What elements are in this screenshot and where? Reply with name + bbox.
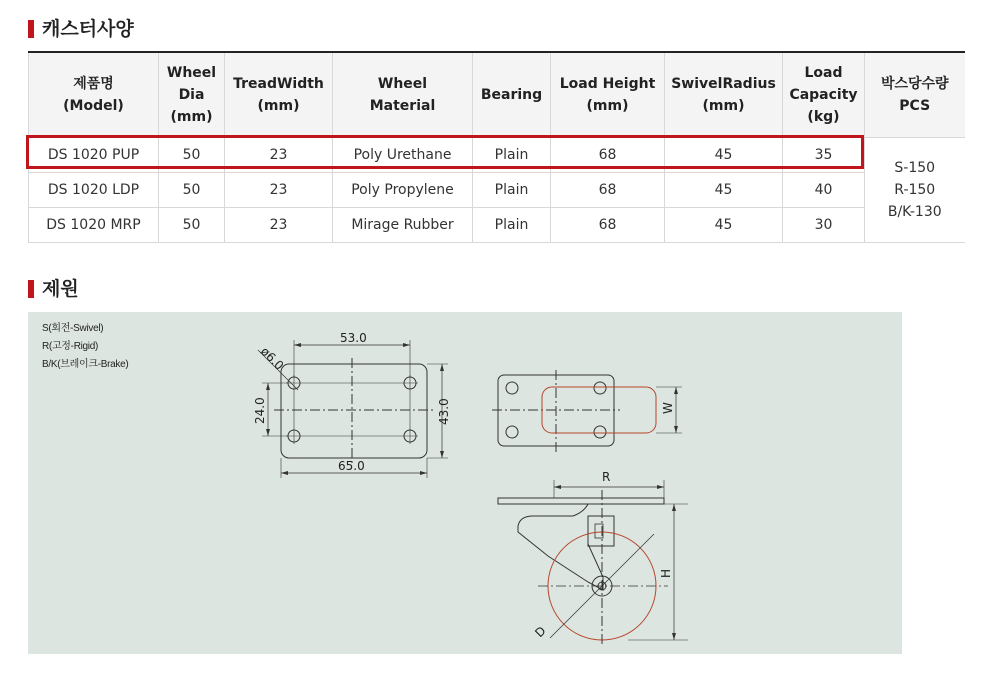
- cell-load-capacity: 35: [783, 138, 865, 173]
- cell-bearing: Plain: [473, 208, 551, 243]
- mount-hole: [594, 382, 606, 394]
- cell-load-capacity: 40: [783, 173, 865, 208]
- mount-hole: [594, 426, 606, 438]
- cell-load-height: 68: [551, 138, 665, 173]
- arrowhead: [266, 383, 270, 390]
- spec-section-title-text: 캐스터사양: [42, 18, 134, 40]
- arrowhead: [420, 471, 427, 475]
- dim-label-w: W: [661, 402, 675, 414]
- caster-swivel-block: [588, 516, 614, 546]
- dim-label-r: R: [602, 470, 611, 484]
- cell-pcs: S-150 R-150 B/K-130: [865, 138, 965, 243]
- caster-top-plate: [498, 498, 664, 504]
- cell-wheel-dia: 50: [159, 173, 225, 208]
- title-marker: [28, 280, 34, 298]
- mount-hole: [506, 382, 518, 394]
- table-row: [29, 173, 965, 208]
- cell-tread-width: 23: [225, 208, 333, 243]
- cell-swivel-radius: 45: [665, 138, 783, 173]
- cell-model: DS 1020 MRP: [29, 208, 159, 243]
- cell-swivel-radius: 45: [665, 173, 783, 208]
- arrowhead: [294, 343, 301, 347]
- caster-fork: [518, 504, 603, 590]
- top-plate-outline: [281, 364, 427, 458]
- cell-wheel-dia: 50: [159, 208, 225, 243]
- legend-swivel: S(회전-Swivel): [42, 323, 104, 334]
- arrowhead: [672, 633, 676, 640]
- arrowhead: [554, 485, 561, 489]
- dim-label-height-inner: 24.0: [253, 397, 267, 424]
- header-pcs: 박스당수량 PCS: [865, 52, 965, 138]
- cell-model: DS 1020 LDP: [29, 173, 159, 208]
- technical-drawing: [28, 312, 902, 654]
- table-row: [29, 208, 965, 243]
- arrowhead: [403, 343, 410, 347]
- cell-model: DS 1020 PUP: [29, 138, 159, 173]
- dim-label-h: H: [659, 568, 673, 578]
- header-tread-width: TreadWidth (mm): [225, 52, 333, 138]
- arrowhead: [266, 429, 270, 436]
- legend-brake: B/K(브레이크-Brake): [42, 359, 129, 370]
- cell-tread-width: 23: [225, 173, 333, 208]
- arrowhead: [440, 364, 444, 371]
- dim-label-width-top: 53.0: [340, 331, 367, 345]
- arrowhead: [657, 485, 664, 489]
- header-model: 제품명 (Model): [29, 52, 159, 138]
- header-load-capacity: Load Capacity (kg): [783, 52, 865, 138]
- table-row: [29, 138, 965, 173]
- cell-wheel-dia: 50: [159, 138, 225, 173]
- header-wheel-dia: Wheel Dia (mm): [159, 52, 225, 138]
- mount-hole: [506, 426, 518, 438]
- arrowhead: [672, 504, 676, 511]
- cell-bearing: Plain: [473, 173, 551, 208]
- arrowhead: [440, 451, 444, 458]
- cell-wheel-material: Poly Urethane: [333, 138, 473, 173]
- table-header-row: [29, 52, 965, 138]
- dim-label-hole: ø6.0: [257, 344, 287, 373]
- header-bearing: Bearing: [473, 52, 551, 138]
- arrowhead: [674, 426, 678, 433]
- dim-label-width-bottom: 65.0: [338, 459, 365, 473]
- cell-load-height: 68: [551, 208, 665, 243]
- dim-label-d: D: [532, 623, 549, 641]
- legend-rigid: R(고정-Rigid): [42, 341, 99, 352]
- cell-swivel-radius: 45: [665, 208, 783, 243]
- cell-tread-width: 23: [225, 138, 333, 173]
- cell-bearing: Plain: [473, 138, 551, 173]
- dim-label-height-outer: 43.0: [437, 398, 451, 425]
- header-wheel-material: Wheel Material: [333, 52, 473, 138]
- spec-section-title: [28, 14, 134, 41]
- title-marker: [28, 20, 34, 38]
- cell-load-height: 68: [551, 173, 665, 208]
- dimension-section-title-text: 제원: [42, 278, 79, 300]
- header-load-height: Load Height (mm): [551, 52, 665, 138]
- cell-wheel-material: Mirage Rubber: [333, 208, 473, 243]
- spec-table: [28, 51, 965, 243]
- dimension-section-title: [28, 274, 79, 301]
- arrowhead: [674, 387, 678, 394]
- drawing-svg: [28, 312, 902, 654]
- header-swivel-radius: SwivelRadius (mm): [665, 52, 783, 138]
- cell-wheel-material: Poly Propylene: [333, 173, 473, 208]
- cell-load-capacity: 30: [783, 208, 865, 243]
- arrowhead: [281, 471, 288, 475]
